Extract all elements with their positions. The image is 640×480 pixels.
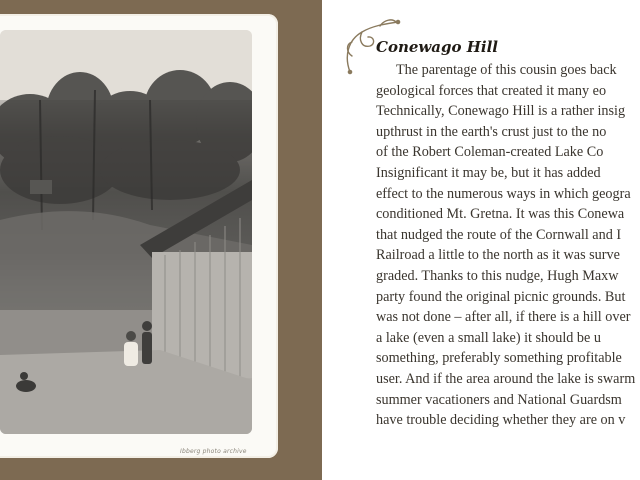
text-line: effect to the numerous ways in which geogra [376,185,631,202]
text-line: summer vacationers and National Guardsm [376,391,622,408]
photo-scene [0,30,252,434]
text-line: conditioned Mt. Gretna. It was this Conewa [376,206,625,223]
photo-credit: Ibberg photo archive [180,448,247,455]
text-line: geological forces that created it many eo [376,82,607,99]
historic-photo [0,30,252,434]
text-line: was not done – after all, if there is a hill over [376,309,631,326]
text-line: upthrust in the earth's crust just to the no [376,123,607,140]
text-line: something, preferably something profitable [376,350,622,367]
text-line: user. And if the area around the lake is swarm [376,370,636,387]
section-heading: Conewago Hill [376,38,499,56]
text-line: a lake (even a small lake) it should be u [376,329,601,346]
text-line: Railroad a little to the north as it was surve [376,247,620,264]
photo-frame [0,14,278,458]
body-text [376,60,640,431]
text-line: The parentage of this cousin goes back [396,62,617,78]
text-line: party found the original picnic grounds. But [376,288,626,305]
text-line: that nudged the route of the Cornwall and I [376,226,622,243]
text-line: graded. Thanks to this nudge, Hugh Maxw [376,267,619,284]
text-line: have trouble deciding whether they are on v [376,412,626,429]
text-line: Insignificant it may be, but it has added [376,164,601,181]
text-line: Technically, Conewago Hill is a rather insig [376,103,626,120]
text-line: of the Robert Coleman-created Lake Co [376,144,604,161]
